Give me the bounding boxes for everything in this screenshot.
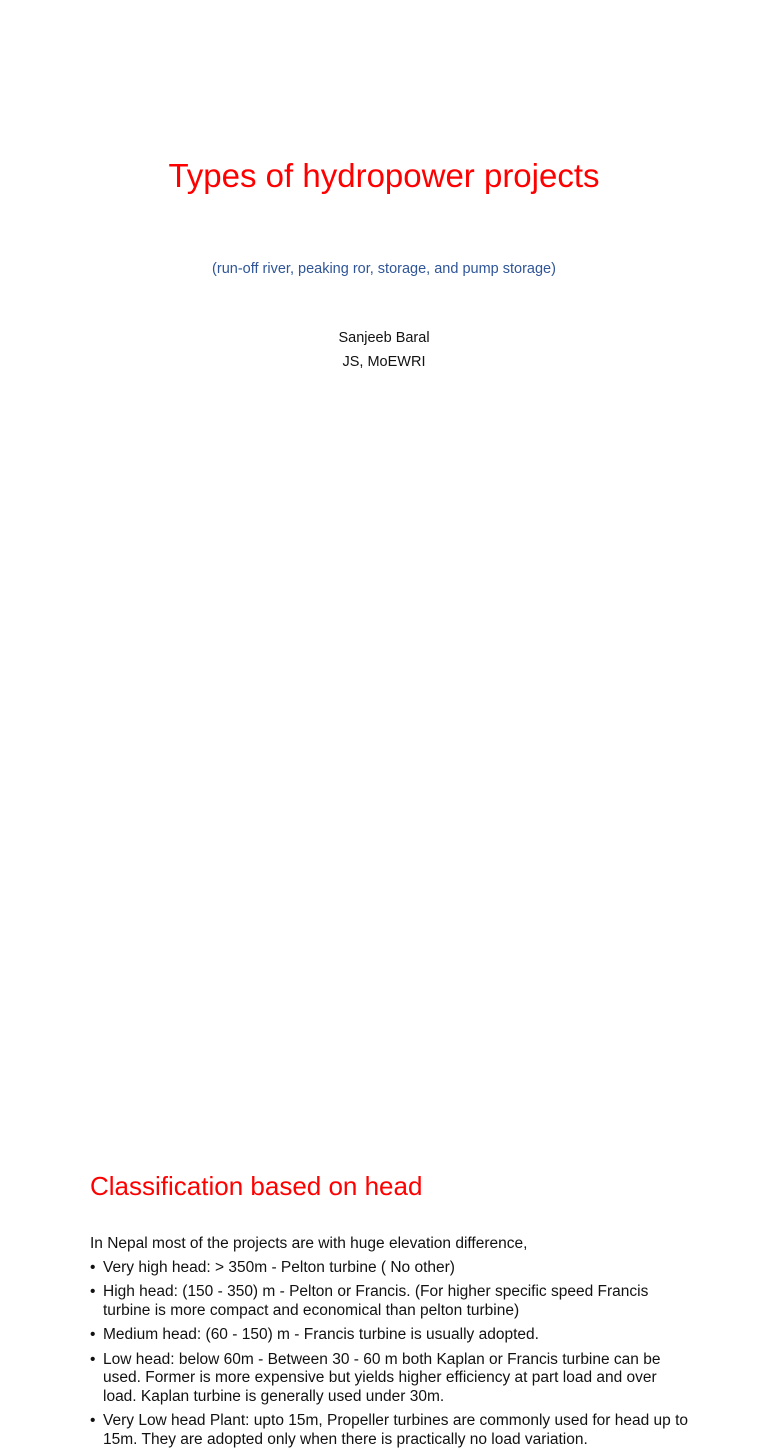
bullet-item — [90, 1259, 690, 1278]
author-block — [0, 326, 768, 374]
bullet-text: Medium head: (60 - 150) m - Francis turbine is usually adopted. — [103, 1326, 539, 1343]
intro-text: In Nepal most of the projects are with huge elevation difference, — [90, 1235, 528, 1252]
bullet-item — [90, 1351, 690, 1407]
section-title: Classification based on head — [90, 1171, 423, 1201]
bullet-glyph: • — [90, 1326, 96, 1343]
slide-body — [90, 1235, 690, 1455]
title-slide — [0, 0, 768, 512]
slide-subtitle: (run-off river, peaking ror, storage, and pump storage) — [212, 261, 556, 277]
content-slide — [0, 512, 768, 1448]
bullet-text: Very Low head Plant: upto 15m, Propeller turbines are commonly used for head up to 15m. They are adopted only when there is practically no load variation. — [103, 1412, 689, 1448]
author-name: Sanjeeb Baral — [338, 330, 430, 346]
bullet-glyph: • — [90, 1258, 96, 1276]
bullet-glyph: • — [90, 1412, 96, 1429]
bullet-item — [90, 1412, 690, 1449]
bullet-glyph: • — [90, 1283, 96, 1300]
bullet-text: Low head: below 60m - Between 30 - 60 m both Kaplan or Francis turbine can be used. Former is more expensive but yields higher efficiency at part load and over load. Kaplan turbine is generally used under 30m. — [103, 1350, 661, 1405]
slide-title: Types of hydropower projects — [168, 157, 600, 194]
bullet-list — [90, 1259, 690, 1450]
bullet-glyph: • — [90, 1350, 96, 1368]
author-role: JS, MoEWRI — [342, 354, 426, 370]
bullet-item — [90, 1283, 690, 1320]
bullet-text: High head: (150 - 350) m - Pelton or Francis. (For higher specific speed Francis turbine is more compact and economical than pelton turbine) — [103, 1283, 649, 1319]
bullet-item — [90, 1326, 690, 1345]
bullet-text: Very high head: > 350m - Pelton turbine ( No other) — [103, 1258, 455, 1276]
